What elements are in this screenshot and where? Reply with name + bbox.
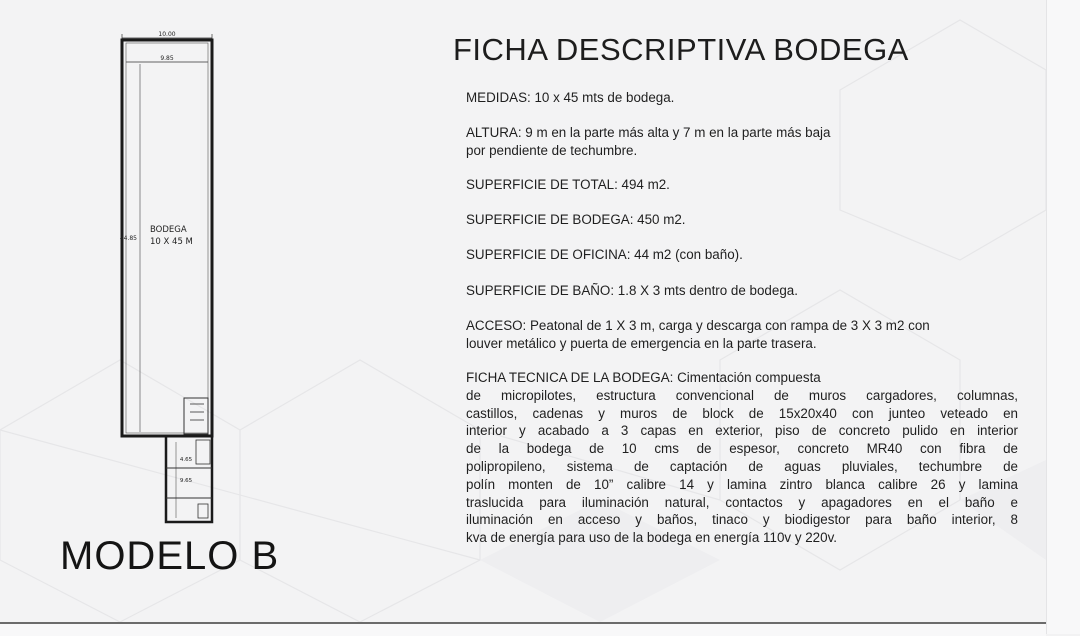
- floor-plan: [100, 28, 240, 528]
- spec-superficie-total: SUPERFICIE DE TOTAL: 494 m2.: [466, 177, 670, 192]
- viewer-margin-right: [1046, 0, 1080, 634]
- document-title: FICHA DESCRIPTIVA BODEGA: [453, 32, 909, 67]
- spec-medidas: MEDIDAS: 10 x 45 mts de bodega.: [466, 90, 675, 105]
- plan-length: 44.85: [119, 235, 137, 242]
- plan-office-dim-1: 4.65: [179, 457, 193, 463]
- spec-ficha-tecnica: FICHA TECNICA DE LA BODEGA: Cimentación compuesta de micropilotes, estructura convencional de muros cargadores, columnas, castillos, cadenas y muros de block de 15x20x40 con junteo veteado en interior y acabado a 3 capas en exterior, piso de concreto pulido en interior de la bodega de 10 cms de espesor, concreto MR40 con fibra de polipropileno, sistema de captación de aguas pluviales, techumbre de polín monten de 10” calibre 14 y lamina zintro blanca calibre 26 y lamina traslucida para iluminación natural, contactos y apagadores en el baño e iluminación en acceso y baños, tinaco y biodigestor para baño interior, 8 kva de energía para uso de la bodega en energía 110v y 220v.: [466, 370, 1018, 546]
- plan-room-name: BODEGA: [150, 225, 187, 235]
- spec-acceso: ACCESO: Peatonal de 1 X 3 m, carga y descarga con rampa de 3 X 3 m2 con louver metálico y puerta de emergencia en la parte trasera.: [466, 318, 930, 351]
- spec-superficie-bano: SUPERFICIE DE BAÑO: 1.8 X 3 mts dentro de bodega.: [466, 283, 798, 298]
- plan-room-size: 10 X 45 M: [150, 237, 193, 247]
- spec-superficie-bodega: SUPERFICIE DE BODEGA: 450 m2.: [466, 212, 686, 227]
- spec-superficie-oficina: SUPERFICIE DE OFICINA: 44 m2 (con baño).: [466, 247, 743, 262]
- model-label: MODELO B: [60, 534, 280, 578]
- plan-office-dim-2: 9.65: [179, 478, 193, 484]
- spec-altura: ALTURA: 9 m en la parte más alta y 7 m en la parte más baja por pendiente de techumbre.: [466, 125, 831, 158]
- plan-width-inner: 9.85: [160, 55, 174, 62]
- plan-width-outer: 10.00: [158, 31, 176, 38]
